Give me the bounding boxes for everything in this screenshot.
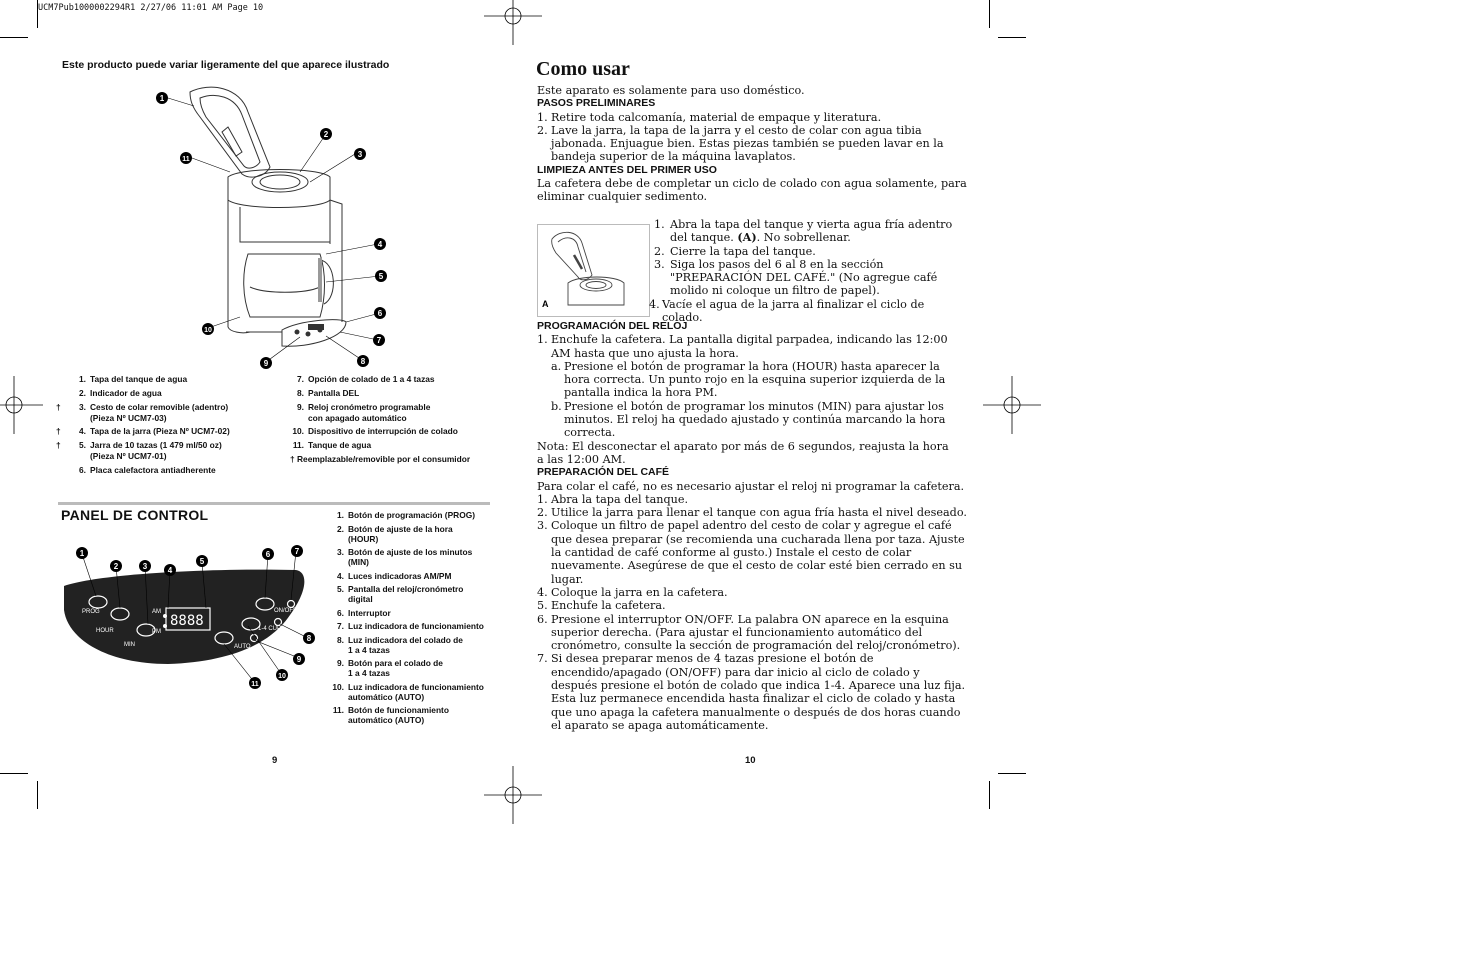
callout-10: 10 — [204, 327, 212, 334]
figure-label: A — [542, 299, 549, 309]
list-item: 3. Siga los pasos del 6 al 8 en la sección "PREPARACIÓN DEL CAFÉ." (No agregue café molido ni coloque un filtro de papel). — [654, 257, 938, 298]
clock-display: 8888 — [170, 613, 204, 629]
list-item: 4. Luces indicadoras AM/PM — [337, 570, 452, 581]
list-item: 9. Reloj cronómetro programable con apagado automático — [297, 401, 431, 423]
list-item: 8. Pantalla DEL — [297, 387, 360, 398]
crop-mark — [989, 0, 990, 28]
list-item: 1. Retire toda calcomanía, material de empaque y literatura. — [537, 110, 882, 124]
replaceable-note: † Reemplazable/removible por el consumidor — [290, 453, 471, 464]
list-item: 2. Cierre la tapa del tanque. — [654, 244, 816, 258]
section-heading: PREPARACIÓN DEL CAFÉ — [537, 466, 670, 479]
list-item: 2. Utilice la jarra para llenar el tanque con agua fría hasta el nivel deseado. — [537, 506, 967, 520]
coffee-maker-top-illustration — [538, 225, 649, 316]
registration-mark — [983, 376, 1041, 434]
coffee-maker-illustration — [150, 82, 395, 372]
list-item: † 5. Jarra de 10 tazas (1 479 ml/50 oz) (Pieza Nº UCM7-01) — [56, 440, 222, 462]
callout-8: 8 — [360, 357, 366, 366]
panel-callout-2: 2 — [113, 562, 119, 571]
list-item: 5. Enchufe la cafetera. — [537, 599, 666, 613]
panel-callout-1: 1 — [79, 549, 85, 558]
crop-mark — [998, 773, 1026, 774]
domestic-note: Este aparato es solamente para uso doméstico. — [537, 84, 805, 97]
callout-11: 11 — [182, 156, 190, 163]
page-number-left: 9 — [272, 755, 278, 766]
list-item: 6. Presione el interruptor ON/OFF. La palabra ON aparece en la esquina superior derecha. (Para ajustar el funcionamiento automático del cronómetro, consulte la sección de programación del reloj/cronómetro). — [537, 612, 961, 653]
list-item: 1. Botón de programación (PROG) — [337, 510, 476, 520]
callout-4: 4 — [377, 240, 383, 249]
list-item: 7. Si desea preparar menos de 4 tazas presione el botón de encendido/apagado (ON/OFF) para dar inicio al ciclo de colado y después presione el botón de colado que indica 1-4. Aparece una luz fija. Esta luz permanece encendida hasta finalizar el ciclo de colado y hasta que uno apaga la cafetera manualmente o después de dos horas cuando el aparato se apaga automáticamente. — [537, 652, 966, 732]
page-title: Como usar — [536, 58, 630, 80]
prog-label: PROG — [82, 609, 100, 615]
paragraph: Para colar el café, no es necesario ajustar el reloj ni programar la cafetera. — [537, 479, 965, 493]
list-item: 2. Lave la jarra, la tapa de la jarra y el cesto de colar con agua tibia jabonada. Enjuague bien. Estas piezas también se pueden lavar en la bandeja superior de la máquina lavaplatos. — [537, 123, 944, 164]
list-item: 1. Tapa del tanque de agua — [79, 374, 188, 384]
product-note: Este producto puede variar ligeramente del que aparece ilustrado — [62, 59, 390, 71]
list-item: 2. Botón de ajuste de la hora (HOUR) — [337, 523, 453, 544]
panel-callout-6: 6 — [265, 550, 271, 559]
list-item: † 4. Tapa de la jarra (Pieza Nº UCM7-02) — [56, 426, 230, 437]
clock-section — [537, 320, 969, 732]
list-item: 4. Coloque la jarra en la cafetera. — [537, 585, 728, 599]
intro-block — [537, 84, 969, 204]
panel-callout-8: 8 — [306, 634, 312, 643]
cup-label: 1-4 CUP — [258, 626, 282, 632]
parts-list-left — [56, 374, 286, 479]
crop-mark — [998, 37, 1026, 38]
crop-mark — [0, 37, 28, 38]
list-item: 1. Abra la tapa del tanque y vierta agua fría adentro del tanque. (A). No sobrellenar. — [654, 218, 953, 245]
list-item: 10. Dispositivo de interrupción de colado — [292, 426, 458, 437]
panel-callout-5: 5 — [199, 557, 205, 566]
onoff-label: ON/OFF — [274, 608, 297, 614]
section-heading: LIMPIEZA ANTES DEL PRIMER USO — [537, 163, 717, 176]
cleaning-steps — [649, 218, 966, 325]
control-panel-list — [322, 510, 497, 729]
list-item: 8. Luz indicadora del colado de 1 a 4 tazas — [337, 634, 463, 655]
registration-mark — [0, 376, 43, 434]
control-panel-illustration — [58, 540, 328, 692]
min-label: MIN — [124, 642, 135, 648]
figure-a — [537, 224, 650, 317]
list-item: 5. Pantalla del reloj/cronómetro digital — [337, 584, 464, 604]
panel-title: PANEL DE CONTROL — [61, 507, 209, 523]
paragraph: La cafetera debe de completar un ciclo de colado con agua solamente, para eliminar cualquier sedimento. — [537, 177, 967, 204]
list-item: 6. Interruptor — [337, 607, 391, 618]
panel-callout-4: 4 — [167, 566, 173, 575]
pm-label: PM — [152, 629, 161, 635]
list-subitem: b. Presione el botón de programar los minutos (MIN) para ajustar los minutos. El reloj ha quedado ajustado y continúa marcando la hora correcta. — [551, 399, 946, 440]
page-number-right: 10 — [745, 755, 756, 766]
callout-7: 7 — [376, 336, 382, 345]
list-item: 1. Abra la tapa del tanque. — [537, 492, 689, 506]
callout-5: 5 — [378, 272, 384, 281]
panel-callout-7: 7 — [294, 547, 300, 556]
list-item: 6. Placa calefactora antiadherente — [79, 464, 216, 475]
crop-mark — [37, 781, 38, 809]
note: Nota: El desconectar el aparato por más de 6 segundos, reajusta la hora a las 12:00 AM. — [537, 439, 949, 466]
callout-1: 1 — [159, 94, 165, 103]
callout-2: 2 — [323, 130, 329, 139]
list-item: 4. Vacíe el agua de la jarra al finalizar el ciclo de colado. — [649, 297, 925, 325]
crop-mark — [0, 773, 28, 774]
section-heading: PASOS PRELIMINARES — [537, 97, 656, 110]
panel-callout-10: 10 — [278, 673, 286, 680]
callout-9: 9 — [263, 359, 269, 368]
registration-mark — [484, 766, 542, 824]
callout-6: 6 — [377, 309, 383, 318]
list-item: 9. Botón para el colado de 1 a 4 tazas — [337, 658, 443, 678]
print-slug: UCM7Pub1000002294R1 2/27/06 11:01 AM Page 10 — [38, 3, 264, 13]
hour-label: HOUR — [96, 628, 114, 634]
parts-list-right — [284, 374, 494, 464]
list-item: 3. Coloque un filtro de papel adentro del cesto de colar y agregue el café que desea preparar (se recomienda una cucharada llena por taza. Ajuste la cantidad de café conforme al gusto.) Instale el cesto de colar nuevamente. Asegúrese de que el cesto de colar esté bien cerrado en su lugar. — [537, 519, 965, 586]
callout-3: 3 — [357, 150, 363, 159]
list-item: 7. Luz indicadora de funcionamiento — [337, 621, 484, 631]
section-divider — [58, 502, 490, 505]
registration-mark — [484, 0, 542, 45]
auto-label: AUTO — [234, 644, 251, 650]
panel-callout-3: 3 — [142, 562, 148, 571]
crop-mark — [989, 781, 990, 809]
list-item: 2. Indicador de agua — [79, 387, 162, 398]
panel-callout-11: 11 — [251, 681, 259, 688]
section-heading: PROGRAMACIÓN DEL RELOJ — [537, 320, 688, 332]
list-item: 11. Tanque de agua — [292, 440, 372, 451]
panel-callout-9: 9 — [296, 655, 302, 664]
list-item: † 3. Cesto de colar removible (adentro) (Pieza Nº UCM7-03) — [56, 401, 229, 423]
list-item: 3. Botón de ajuste de los minutos (MIN) — [337, 547, 473, 567]
list-item: 10. Luz indicadora de funcionamiento automático (AUTO) — [332, 681, 484, 702]
list-item: 11. Botón de funcionamiento automático (AUTO) — [332, 705, 449, 725]
list-item: 7. Opción de colado de 1 a 4 tazas — [297, 374, 435, 384]
am-label: AM — [152, 609, 161, 615]
list-item: 1. Enchufe la cafetera. La pantalla digital parpadea, indicando las 12:00 AM hasta que uno ajusta la hora. — [537, 333, 948, 360]
list-subitem: a. Presione el botón de programar la hora (HOUR) hasta aparecer la hora correcta. Un punto rojo en la esquina superior izquierda de la pantalla indica la hora PM. — [551, 359, 946, 400]
crop-mark — [37, 0, 38, 28]
